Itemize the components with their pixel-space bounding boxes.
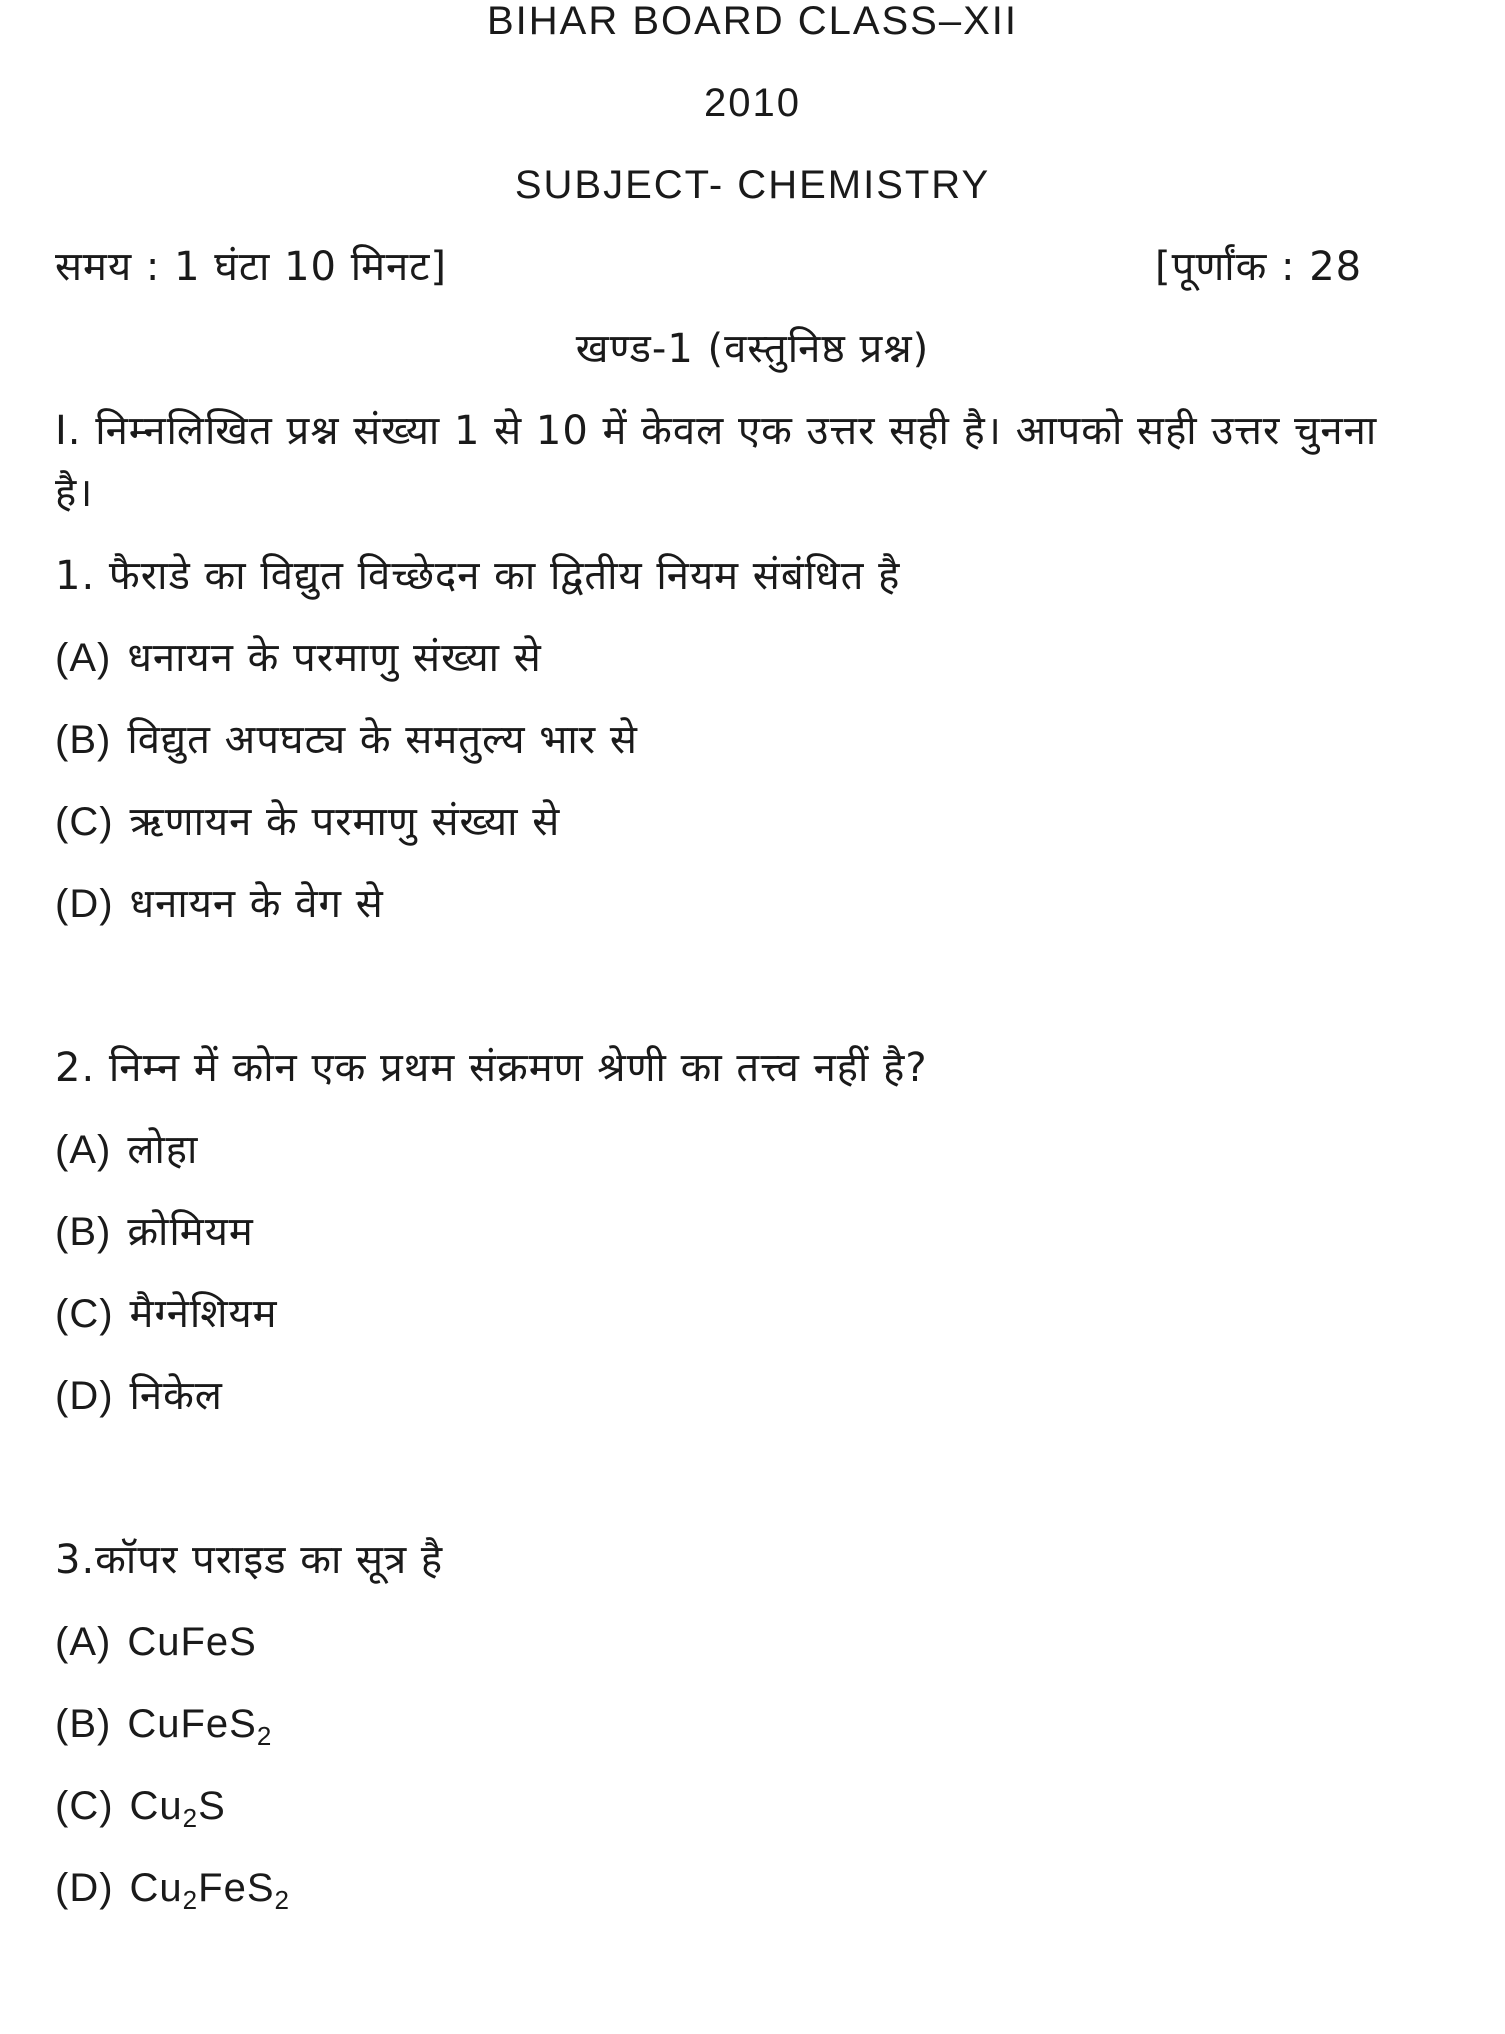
q3-option-c — [55, 1780, 226, 1832]
option-label: (C) — [55, 800, 114, 844]
formula-part: FeS — [198, 1866, 275, 1910]
option-label: (B) — [55, 1702, 112, 1746]
option-text: विद्युत अपघट्य के समतुल्य भार से — [127, 717, 638, 763]
q2-option-a — [55, 1124, 198, 1176]
time-info: समय : 1 घंटा 10 मिनट] — [55, 244, 447, 290]
option-text: मैग्नेशियम — [129, 1291, 278, 1337]
q3-option-b — [55, 1698, 272, 1750]
option-label: (B) — [55, 1210, 112, 1254]
q3-option-d — [55, 1862, 290, 1914]
formula-part: CuFeS — [127, 1620, 257, 1664]
formula-subscript: 2 — [256, 1721, 273, 1751]
option-label: (A) — [55, 636, 112, 680]
q1-option-b — [55, 714, 638, 766]
q1-option-c — [55, 796, 560, 848]
option-label: (C) — [55, 1784, 114, 1828]
option-label: (C) — [55, 1292, 114, 1336]
section-title: खण्ड-1 (वस्तुनिष्ठ प्रश्न) — [575, 326, 930, 372]
option-label: (D) — [55, 882, 114, 926]
option-text: लोहा — [127, 1127, 199, 1173]
formula-part: Cu — [129, 1866, 183, 1910]
formula-subscript: 2 — [274, 1885, 290, 1915]
option-label: (A) — [55, 1620, 112, 1664]
formula-part: Cu — [129, 1784, 183, 1828]
question-3: 3.कॉपर पराइड का सूत्र है — [55, 1537, 444, 1583]
option-text: क्रोमियम — [127, 1209, 254, 1255]
option-label: (D) — [55, 1866, 114, 1910]
exam-year: 2010 — [704, 81, 801, 125]
option-text: धनायन के वेग से — [129, 881, 384, 927]
option-text: धनायन के परमाणु संख्या से — [127, 635, 542, 681]
subject-title: SUBJECT- CHEMISTRY — [514, 163, 991, 207]
option-label: (B) — [55, 718, 112, 762]
option-text: निकेल — [129, 1373, 223, 1419]
q2-option-d — [55, 1370, 223, 1422]
full-marks: [पूर्णांक : 28 — [1155, 244, 1363, 290]
q1-option-d — [55, 878, 384, 930]
option-text: ऋणायन के परमाणु संख्या से — [129, 799, 561, 845]
q3-option-a — [55, 1616, 257, 1668]
question-1: 1. फैराडे का विद्युत विच्छेदन का द्वितीय नियम संबंधित है — [55, 553, 901, 599]
q1-option-a — [55, 632, 542, 684]
q2-option-b — [55, 1206, 254, 1258]
question-2: 2. निम्न में कोन एक प्रथम संक्रमण श्रेणी का तत्त्व नहीं है? — [55, 1045, 928, 1091]
option-label: (D) — [55, 1374, 114, 1418]
option-label: (A) — [55, 1128, 112, 1172]
formula-subscript: 2 — [182, 1803, 199, 1833]
section-instruction: I. निम्नलिखित प्रश्न संख्या 1 से 10 में केवल एक उत्तर सही है। आपको सही उत्तर चुनना है। — [55, 408, 1378, 516]
board-title: BIHAR BOARD CLASS–XII — [486, 0, 1019, 43]
formula-part: S — [198, 1784, 226, 1828]
formula-subscript: 2 — [182, 1885, 199, 1915]
q2-option-c — [55, 1288, 278, 1340]
formula-part: CuFeS — [127, 1702, 257, 1746]
